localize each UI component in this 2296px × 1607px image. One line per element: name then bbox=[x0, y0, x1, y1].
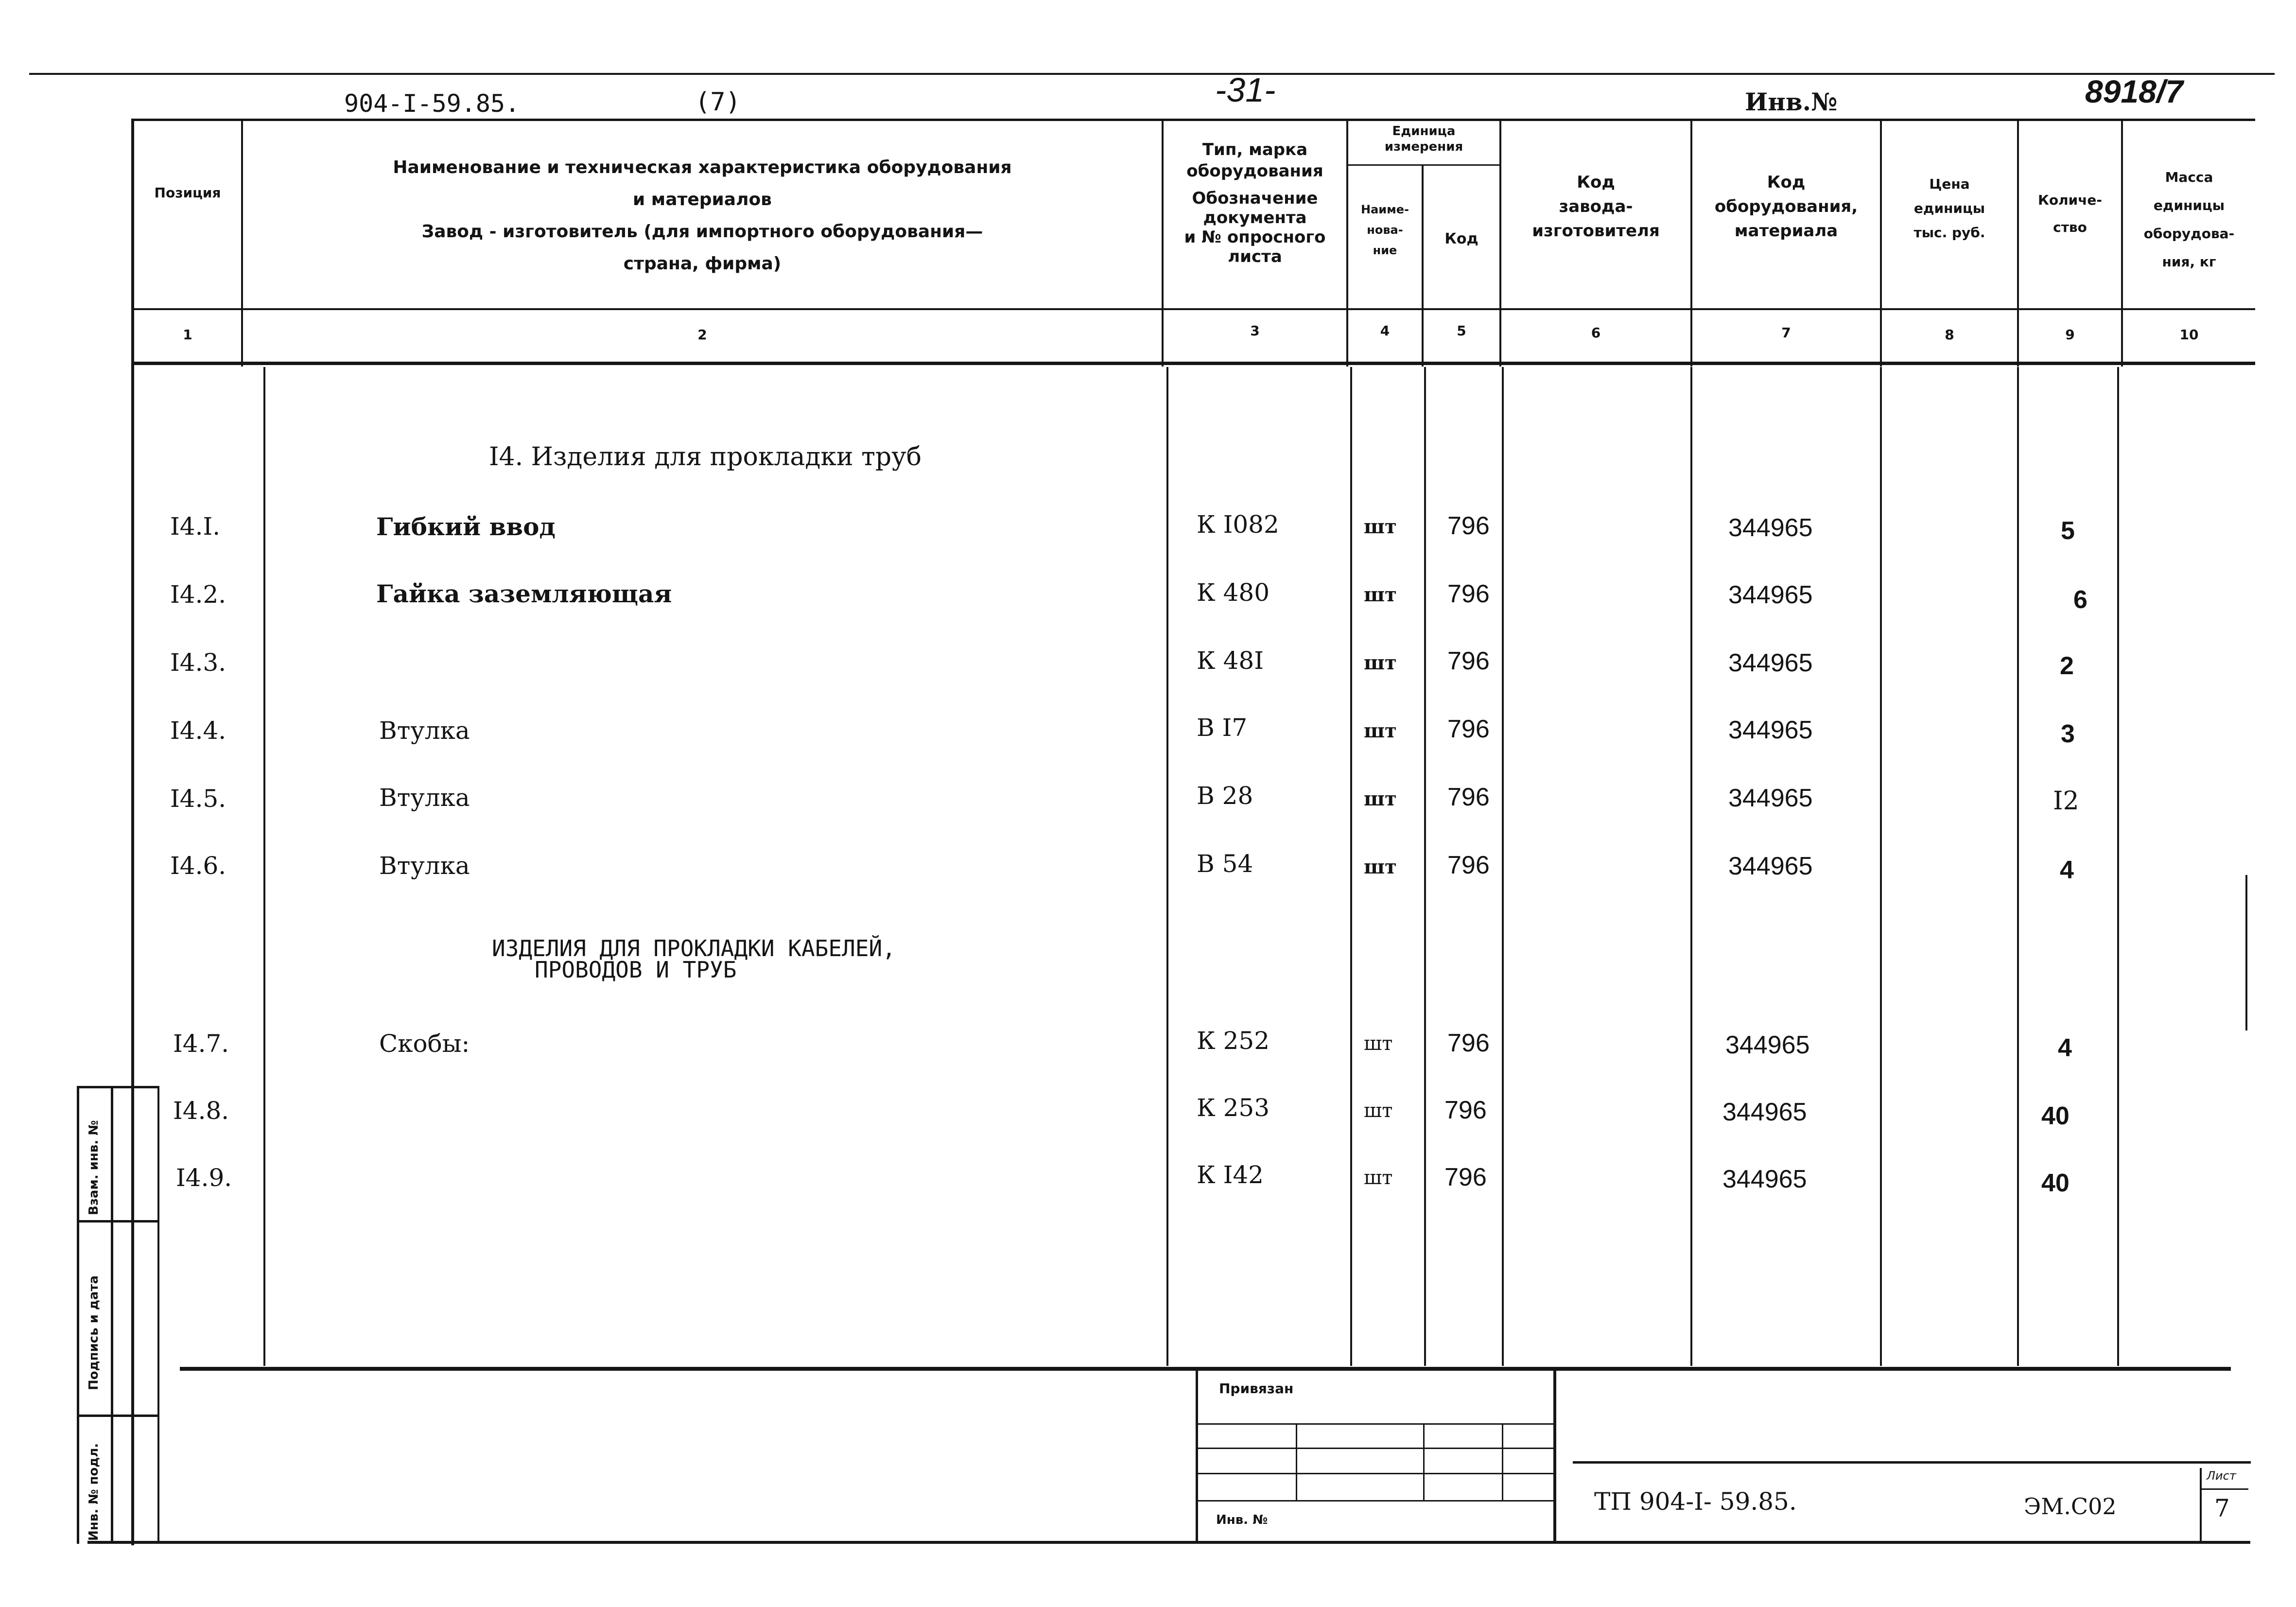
col-header-type-line5: и № опросного bbox=[1184, 227, 1326, 247]
col-header-unit-name bbox=[1348, 199, 1422, 261]
row-unit-code: 796 bbox=[1447, 512, 1490, 540]
col-header-factory-code-line3: изготовителя bbox=[1532, 221, 1660, 241]
col-header-name-line1: Наименование и техническая характеристика оборудования bbox=[393, 157, 1012, 177]
row-position: I4.5. bbox=[170, 785, 226, 813]
side-stamp-mid bbox=[111, 1086, 113, 1544]
unit-group-rule bbox=[1348, 164, 1499, 166]
col-header-mass bbox=[2123, 163, 2255, 276]
col-number: 1 bbox=[183, 327, 192, 343]
row-unit-code: 796 bbox=[1447, 580, 1490, 608]
stamp-col-line bbox=[1502, 1423, 1503, 1501]
col-header-type bbox=[1164, 139, 1346, 266]
col-number: 3 bbox=[1250, 323, 1260, 339]
row-unit: шт bbox=[1364, 856, 1397, 878]
col-header-name bbox=[243, 152, 1162, 280]
body-col-line-7 bbox=[1880, 367, 1882, 1366]
list-label: Лист bbox=[2207, 1469, 2236, 1483]
row-type: В 28 bbox=[1197, 782, 1253, 810]
col-header-equip-code-line1: Код bbox=[1767, 173, 1806, 192]
side-stamp-div-1 bbox=[77, 1220, 159, 1223]
body-col-line-4 bbox=[1424, 367, 1426, 1366]
header-sheet-ref: (7) bbox=[695, 87, 741, 117]
row-equip-code: 344965 bbox=[1728, 514, 1813, 542]
col-header-type-line4: документа bbox=[1203, 208, 1307, 227]
col-header-name-line2: и материалов bbox=[633, 190, 772, 210]
row-type: В 54 bbox=[1197, 850, 1253, 878]
side-stamp-right bbox=[157, 1086, 159, 1544]
stamp-row-line bbox=[1198, 1500, 1553, 1502]
row-quantity: 4 bbox=[2058, 1034, 2072, 1062]
row-quantity: 5 bbox=[2061, 517, 2075, 545]
row-unit: шт bbox=[1364, 583, 1397, 606]
right-edge-fragment bbox=[2245, 875, 2247, 1031]
row-type: К 480 bbox=[1197, 578, 1270, 607]
section-title: I4. Изделия для прокладки труб bbox=[489, 442, 922, 472]
col-number: 8 bbox=[1945, 327, 1954, 343]
row-type: В I7 bbox=[1197, 714, 1248, 742]
row-quantity: I2 bbox=[2053, 786, 2079, 816]
row-unit: шт bbox=[1364, 1100, 1393, 1122]
col-header-factory-code-line2: завода- bbox=[1559, 197, 1633, 216]
stamp-row-line bbox=[1198, 1448, 1553, 1449]
header-bottom-rule bbox=[131, 308, 2255, 310]
col-header-factory-code-line1: Код bbox=[1577, 173, 1615, 192]
row-position: I4.8. bbox=[173, 1097, 229, 1125]
row-name: Скобы: bbox=[379, 1030, 470, 1058]
row-position: I4.7. bbox=[173, 1030, 229, 1058]
stamp-right-border bbox=[1553, 1369, 1556, 1541]
col-header-type-line1: Тип, марка bbox=[1202, 140, 1308, 159]
col-header-unit-line1: Единица bbox=[1392, 124, 1456, 139]
row-name: Втулка bbox=[379, 784, 470, 812]
body-col-line-2 bbox=[1166, 367, 1168, 1366]
row-unit-code: 796 bbox=[1444, 1096, 1487, 1124]
list-box-divider bbox=[2200, 1488, 2248, 1490]
footer-doc-code: ТП 904-I- 59.85. bbox=[1594, 1487, 1797, 1516]
row-name: Втулка bbox=[379, 852, 470, 880]
col-header-price bbox=[1882, 172, 2017, 245]
row-position: I4.6. bbox=[170, 852, 226, 880]
row-position: I4.4. bbox=[170, 716, 226, 745]
row-name: Втулка bbox=[379, 716, 470, 745]
body-col-line-9 bbox=[2117, 367, 2119, 1366]
row-position: I4.3. bbox=[170, 648, 226, 677]
side-stamp-podpis: Подпись и дата bbox=[87, 1275, 101, 1390]
col-number: 6 bbox=[1591, 325, 1601, 341]
side-stamp-inv-podl: Инв. № подл. bbox=[87, 1443, 101, 1541]
col-header-factory-code bbox=[1501, 170, 1690, 243]
row-unit-code: 796 bbox=[1447, 783, 1490, 811]
side-stamp-div-2 bbox=[77, 1415, 159, 1417]
row-unit-code: 796 bbox=[1447, 851, 1490, 879]
col-number: 7 bbox=[1781, 325, 1791, 341]
footer-sheet-code: ЭМ.С02 bbox=[2024, 1493, 2117, 1520]
col-header-type-line3: Обозначение bbox=[1192, 189, 1318, 208]
inv-value: 8918/7 bbox=[2085, 73, 2183, 109]
side-stamp-vzam: Взам. инв. № bbox=[87, 1120, 101, 1215]
col-header-mass-line4: ния, кг bbox=[2162, 254, 2216, 270]
col-header-equip-code-line2: оборудования, bbox=[1714, 197, 1858, 216]
col-number: 2 bbox=[697, 327, 707, 343]
col-header-unit-name-line3: ние bbox=[1373, 244, 1397, 257]
page-number: -31- bbox=[1215, 71, 1276, 109]
body-col-line-3 bbox=[1350, 367, 1352, 1366]
row-unit: шт bbox=[1364, 1032, 1393, 1055]
row-position: I4.I. bbox=[170, 512, 221, 541]
col-header-unit-code: Код bbox=[1444, 230, 1478, 247]
footer-bottom-rule bbox=[87, 1541, 2250, 1544]
col-header-mass-line1: Масса bbox=[2165, 169, 2213, 185]
row-position: I4.2. bbox=[170, 580, 226, 609]
row-name: Гайка заземляющая bbox=[376, 579, 672, 608]
col-header-unit-name-line2: нова- bbox=[1367, 223, 1403, 237]
row-type: К I082 bbox=[1197, 510, 1279, 539]
col-header-mass-line3: оборудова- bbox=[2143, 226, 2235, 242]
col-number: 10 bbox=[2179, 327, 2199, 343]
title-block-top-rule bbox=[1573, 1461, 2251, 1464]
col-number: 4 bbox=[1380, 323, 1390, 339]
row-quantity: 40 bbox=[2041, 1102, 2070, 1130]
col-header-equip-code bbox=[1692, 170, 1880, 243]
row-equip-code: 344965 bbox=[1725, 1031, 1810, 1059]
row-unit-code: 796 bbox=[1447, 715, 1490, 743]
row-unit-code: 796 bbox=[1444, 1163, 1487, 1191]
body-col-line-5 bbox=[1502, 367, 1504, 1366]
col-header-quantity-line1: Количе- bbox=[2037, 192, 2103, 208]
col-header-unit-group bbox=[1348, 123, 1499, 155]
row-unit: шт bbox=[1364, 787, 1397, 810]
table-top-border bbox=[131, 119, 2255, 121]
footer-top-rule bbox=[180, 1367, 2231, 1371]
row-quantity: 2 bbox=[2060, 652, 2074, 680]
subsection-title-line1: ИЗДЕЛИЯ ДЛЯ ПРОКЛАДКИ КАБЕЛЕЙ, bbox=[492, 935, 896, 961]
row-type: К 252 bbox=[1197, 1027, 1270, 1055]
stamp-col-line bbox=[1423, 1423, 1425, 1501]
row-equip-code: 344965 bbox=[1722, 1098, 1807, 1126]
body-col-line-8 bbox=[2017, 367, 2019, 1366]
col-number: 9 bbox=[2065, 327, 2075, 343]
col-header-equip-code-line3: материала bbox=[1734, 221, 1838, 241]
header-doc-code: 904-I-59.85. bbox=[344, 89, 520, 118]
row-type: К 253 bbox=[1197, 1094, 1270, 1122]
row-unit-code: 796 bbox=[1447, 1029, 1490, 1057]
col-header-position: Позиция bbox=[154, 185, 221, 201]
col-header-price-line3: тыс. руб. bbox=[1913, 225, 1985, 241]
stamp-col-line bbox=[1296, 1423, 1297, 1501]
col-header-mass-line2: единицы bbox=[2153, 197, 2225, 213]
numbers-bottom-rule bbox=[131, 362, 2255, 365]
row-equip-code: 344965 bbox=[1728, 852, 1813, 880]
row-name: Гибкий ввод bbox=[376, 512, 556, 541]
row-quantity: 4 bbox=[2060, 856, 2074, 884]
row-type: К 48I bbox=[1197, 646, 1264, 675]
stamp-left-border bbox=[1196, 1369, 1198, 1541]
subsection-title-line2: ПРОВОДОВ И ТРУБ bbox=[535, 957, 737, 983]
row-equip-code: 344965 bbox=[1728, 784, 1813, 812]
stamp-inv-no: Инв. № bbox=[1216, 1513, 1268, 1527]
side-stamp-top bbox=[77, 1086, 159, 1088]
stamp-row-line bbox=[1198, 1473, 1553, 1474]
row-unit-code: 796 bbox=[1447, 647, 1490, 675]
row-unit: шт bbox=[1364, 515, 1397, 538]
row-unit: шт bbox=[1364, 719, 1397, 742]
row-type: К I42 bbox=[1197, 1161, 1264, 1189]
col-header-unit-line2: измерения bbox=[1384, 140, 1463, 154]
col-header-name-line4: страна, фирма) bbox=[623, 254, 782, 274]
row-position: I4.9. bbox=[176, 1164, 232, 1192]
top-rule bbox=[29, 73, 2275, 75]
row-equip-code: 344965 bbox=[1728, 649, 1813, 677]
stamp-row-line bbox=[1198, 1423, 1553, 1425]
list-box-left bbox=[2200, 1468, 2202, 1544]
inv-label: Инв.№ bbox=[1745, 87, 1838, 116]
col-header-unit-name-line1: Наиме- bbox=[1361, 203, 1409, 216]
row-equip-code: 344965 bbox=[1728, 716, 1813, 744]
body-col-line-1 bbox=[263, 367, 265, 1366]
row-unit: шт bbox=[1364, 651, 1397, 674]
col-header-type-line6: листа bbox=[1228, 247, 1282, 266]
row-equip-code: 344965 bbox=[1728, 581, 1813, 609]
side-stamp-left bbox=[77, 1086, 79, 1544]
col-header-type-line2: оборудования bbox=[1186, 161, 1323, 181]
col-header-quantity bbox=[2019, 187, 2121, 241]
row-quantity: 6 bbox=[2073, 586, 2087, 614]
col-number: 5 bbox=[1457, 323, 1466, 339]
row-unit: шт bbox=[1364, 1167, 1393, 1189]
row-quantity: 40 bbox=[2041, 1169, 2070, 1197]
row-equip-code: 344965 bbox=[1722, 1165, 1807, 1193]
row-quantity: 3 bbox=[2061, 720, 2075, 748]
col-header-quantity-line2: ство bbox=[2053, 219, 2087, 235]
body-col-line-6 bbox=[1690, 367, 1692, 1366]
stamp-privyazan: Привязан bbox=[1219, 1380, 1294, 1397]
col-header-price-line1: Цена bbox=[1929, 176, 1970, 192]
col-header-price-line2: единицы bbox=[1913, 200, 1985, 216]
col-header-name-line3: Завод - изготовитель (для импортного оборудования— bbox=[421, 222, 983, 242]
list-value: 7 bbox=[2214, 1494, 2230, 1522]
